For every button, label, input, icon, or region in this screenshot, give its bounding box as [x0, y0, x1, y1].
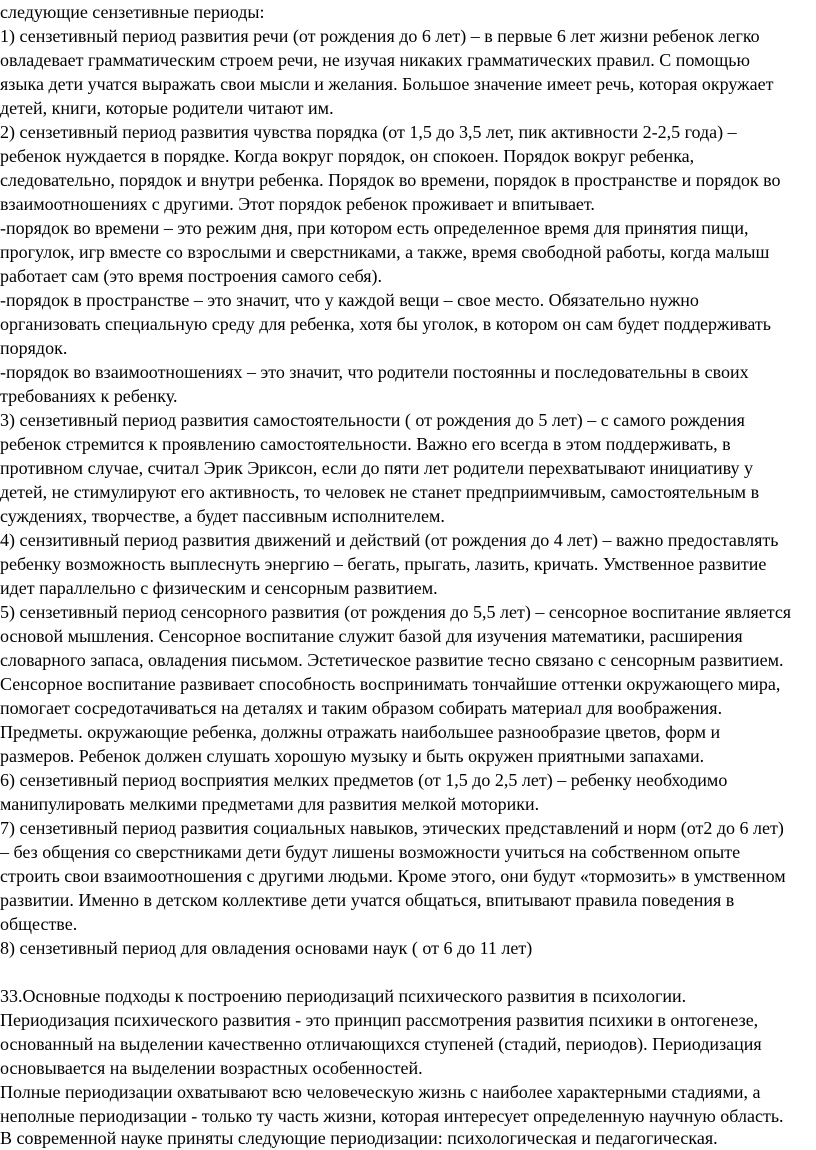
text-line: словарного запаса, овладения письмом. Эстетическое развитие тесно связано с сенсорным развитием. — [0, 650, 784, 670]
text-line: Сенсорное воспитание развивает способность воспринимать тончайшие оттенки окружающего мира, — [0, 674, 781, 694]
text-line: строить свои взаимоотношения с другими людьми. Кроме этого, они будут «тормозить» в умственном — [0, 866, 786, 886]
text-line: обществе. — [0, 914, 78, 934]
text-line: размеров. Ребенок должен слушать хорошую музыку и быть окружен приятными запахами. — [0, 746, 705, 766]
text-line: основывается на выделении возрастных особенностей. — [0, 1058, 423, 1078]
text-line: суждениях, творчестве, а будет пассивным исполнителем. — [0, 506, 445, 526]
text-line: противном случае, считал Эрик Эриксон, если до пяти лет родители перехватывают инициативу у — [0, 458, 754, 478]
text-line: основой мышления. Сенсорное воспитание служит базой для изучения математики, расширения — [0, 626, 743, 646]
text-line: манипулировать мелкими предметами для развития мелкой моторики. — [0, 794, 540, 814]
text-line: – без общения со сверстниками дети будут лишены возможности учиться на собственном опыте — [0, 842, 741, 862]
text-line: ребенок стремится к проявлению самостоятельности. Важно его всегда в этом поддерживать, в — [0, 434, 731, 454]
text-line: 2) сензетивный период развития чувства порядка (от 1,5 до 3,5 лет, пик активности 2-2,5 года) – — [0, 122, 737, 142]
text-line: неполные периодизации - только ту часть жизни, которая интересует определенную научную область. — [0, 1106, 784, 1126]
text-line: детей, не стимулируют его активность, то человек не станет предприимчивым, самостоятельным в — [0, 482, 760, 502]
text-line: порядок. — [0, 338, 68, 358]
text-line: работает сам (это время построения самого себя). — [0, 266, 383, 286]
text-line: 8) сензетивный период для овладения основами наук ( от 6 до 11 лет) — [0, 938, 533, 958]
text-line: Полные периодизации охватывают всю человеческую жизнь с наиболее характерными стадиями, а — [0, 1082, 761, 1102]
text-line: ребенок нуждается в порядке. Когда вокруг порядок, он спокоен. Порядок вокруг ребенка, — [0, 146, 695, 166]
text-line: требованиях к ребенку. — [0, 386, 178, 406]
text-line: взаимоотношениях с другими. Этот порядок ребенок проживает и впитывает. — [0, 194, 595, 214]
text-line: 3) сензетивный период развития самостоятельности ( от рождения до 5 лет) – с самого рождения — [0, 410, 745, 430]
text-line: 1) сензетивный период развития речи (от рождения до 6 лет) – в первые 6 лет жизни ребенок легко — [0, 26, 760, 46]
text-line: овладевает грамматическим строем речи, не изучая никаких грамматических правил. С помощью — [0, 50, 750, 70]
text-line: организовать специальную среду для ребенка, хотя бы уголок, в котором он сам будет поддерживать — [0, 314, 771, 334]
section-heading: 33.Основные подходы к построению периодизаций психического развития в психологии. — [0, 986, 687, 1006]
text-line: 6) сензетивный период восприятия мелких предметов (от 1,5 до 2,5 лет) – ребенку необходимо — [0, 770, 728, 790]
text-line: детей, книги, которые родители читают им. — [0, 98, 334, 118]
text-line: основанный на выделении качественно отличающихся ступеней (стадий, периодов). Периодизация — [0, 1034, 762, 1054]
text-line: -порядок во времени – это режим дня, при котором есть определенное время для принятия пищи, — [0, 218, 749, 238]
text-line: 5) сензетивный период сенсорного развития (от рождения до 5,5 лет) – сенсорное воспитание является — [0, 602, 792, 622]
text-line: помогает сосредотачиваться на деталях и таким образом собирать материал для воображения. — [0, 698, 723, 718]
text-line: Периодизация психического развития - это принцип рассмотрения развития психики в онтогенезе, — [0, 1010, 759, 1030]
text-line: Предметы. окружающие ребенка, должны отражать наибольшее разнообразие цветов, форм и — [0, 722, 721, 742]
text-line: 7) сензетивный период развития социальных навыков, этических представлений и норм (от2 до 6 лет) — [0, 818, 784, 838]
text-line: прогулок, игр вместе со взрослыми и сверстниками, а также, время свободной работы, когда малыш — [0, 242, 770, 262]
text-line: следующие сензетивные периоды: — [0, 2, 265, 22]
text-line: -порядок во взаимоотношениях – это значит, что родители постоянны и последовательны в своих — [0, 362, 749, 382]
text-line: развитии. Именно в детском коллективе дети учатся общаться, впитывают правила поведения в — [0, 890, 735, 910]
text-line: идет параллельно с физическим и сенсорным развитием. — [0, 578, 438, 598]
text-line: следовательно, порядок и внутри ребенка. Порядок во времени, порядок в пространстве и порядок во — [0, 170, 781, 190]
text-line: ребенку возможность выплеснуть энергию – бегать, прыгать, лазить, кричать. Умственное развитие — [0, 554, 767, 574]
text-line: В современной науке приняты следующие периодизации: психологическая и педагогическая. — [0, 1128, 718, 1148]
text-line: -порядок в пространстве – это значит, что у каждой вещи – свое место. Обязательно нужно — [0, 290, 699, 310]
text-line: 4) сензитивный период развития движений и действий (от рождения до 4 лет) – важно предоставлять — [0, 530, 779, 550]
text-line: языка дети учатся выражать свои мысли и желания. Большое значение имеет речь, которая окружает — [0, 74, 774, 94]
